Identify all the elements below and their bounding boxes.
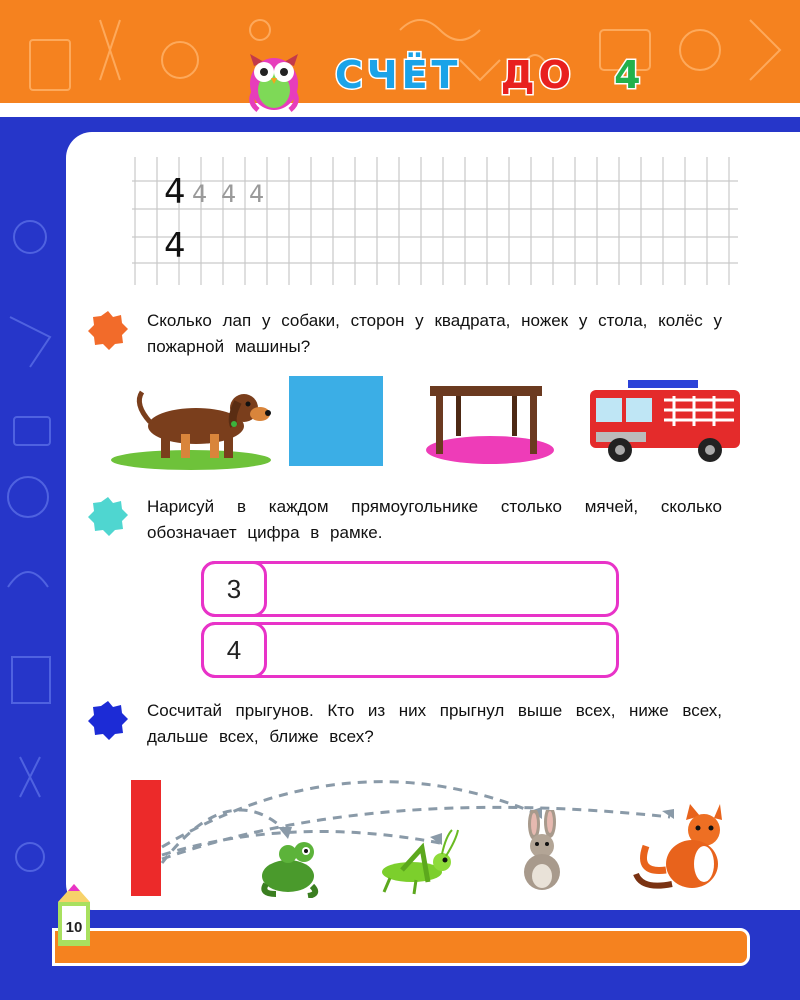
page-number: 10 [65, 919, 83, 936]
bullet-blue-icon [88, 700, 128, 740]
title-word-2: ДО [500, 53, 575, 97]
answer-box-4[interactable] [201, 622, 619, 678]
grasshopper-icon [376, 826, 460, 896]
answer-box-3[interactable] [201, 561, 619, 617]
cat-icon [626, 800, 726, 892]
square-icon [289, 376, 383, 466]
digit-trace-2: 4 [221, 180, 237, 208]
pencil-icon [54, 884, 94, 946]
table-icon [420, 380, 556, 466]
question-3-text: Сосчитай прыгунов. Кто из них прыгнул выше всех, ниже всех, дальше всех, ближе всех? [147, 701, 722, 746]
digit-trace-3: 4 [249, 180, 265, 208]
header-divider [0, 103, 800, 117]
dog-icon [106, 374, 276, 474]
digit-sample-1: 4 [164, 172, 186, 212]
writing-grid [132, 157, 738, 285]
owl-icon [246, 52, 302, 114]
digit-frame: 4 [201, 622, 267, 678]
digit-trace-1: 4 [192, 180, 208, 208]
question-2-text: Нарисуй в каждом прямоугольнике столько мячей, сколько обозначает цифра в рамке. [147, 497, 722, 542]
question-1-text: Сколько лап у собаки, сторон у квадрата, ножек у стола, колёс у пожарной машины? [147, 311, 722, 356]
title-word-3: 4 [614, 53, 645, 97]
rabbit-icon [514, 810, 574, 894]
frog-icon [258, 838, 324, 898]
digit-sample-2: 4 [164, 226, 186, 266]
page-title [335, 53, 645, 97]
title-word-1: СЧЁТ [335, 53, 462, 97]
footer-bar [52, 928, 750, 966]
digit-frame: 3 [201, 561, 267, 617]
bullet-orange-icon [88, 310, 128, 350]
fire-truck-icon [584, 370, 744, 466]
bullet-teal-icon [88, 496, 128, 536]
